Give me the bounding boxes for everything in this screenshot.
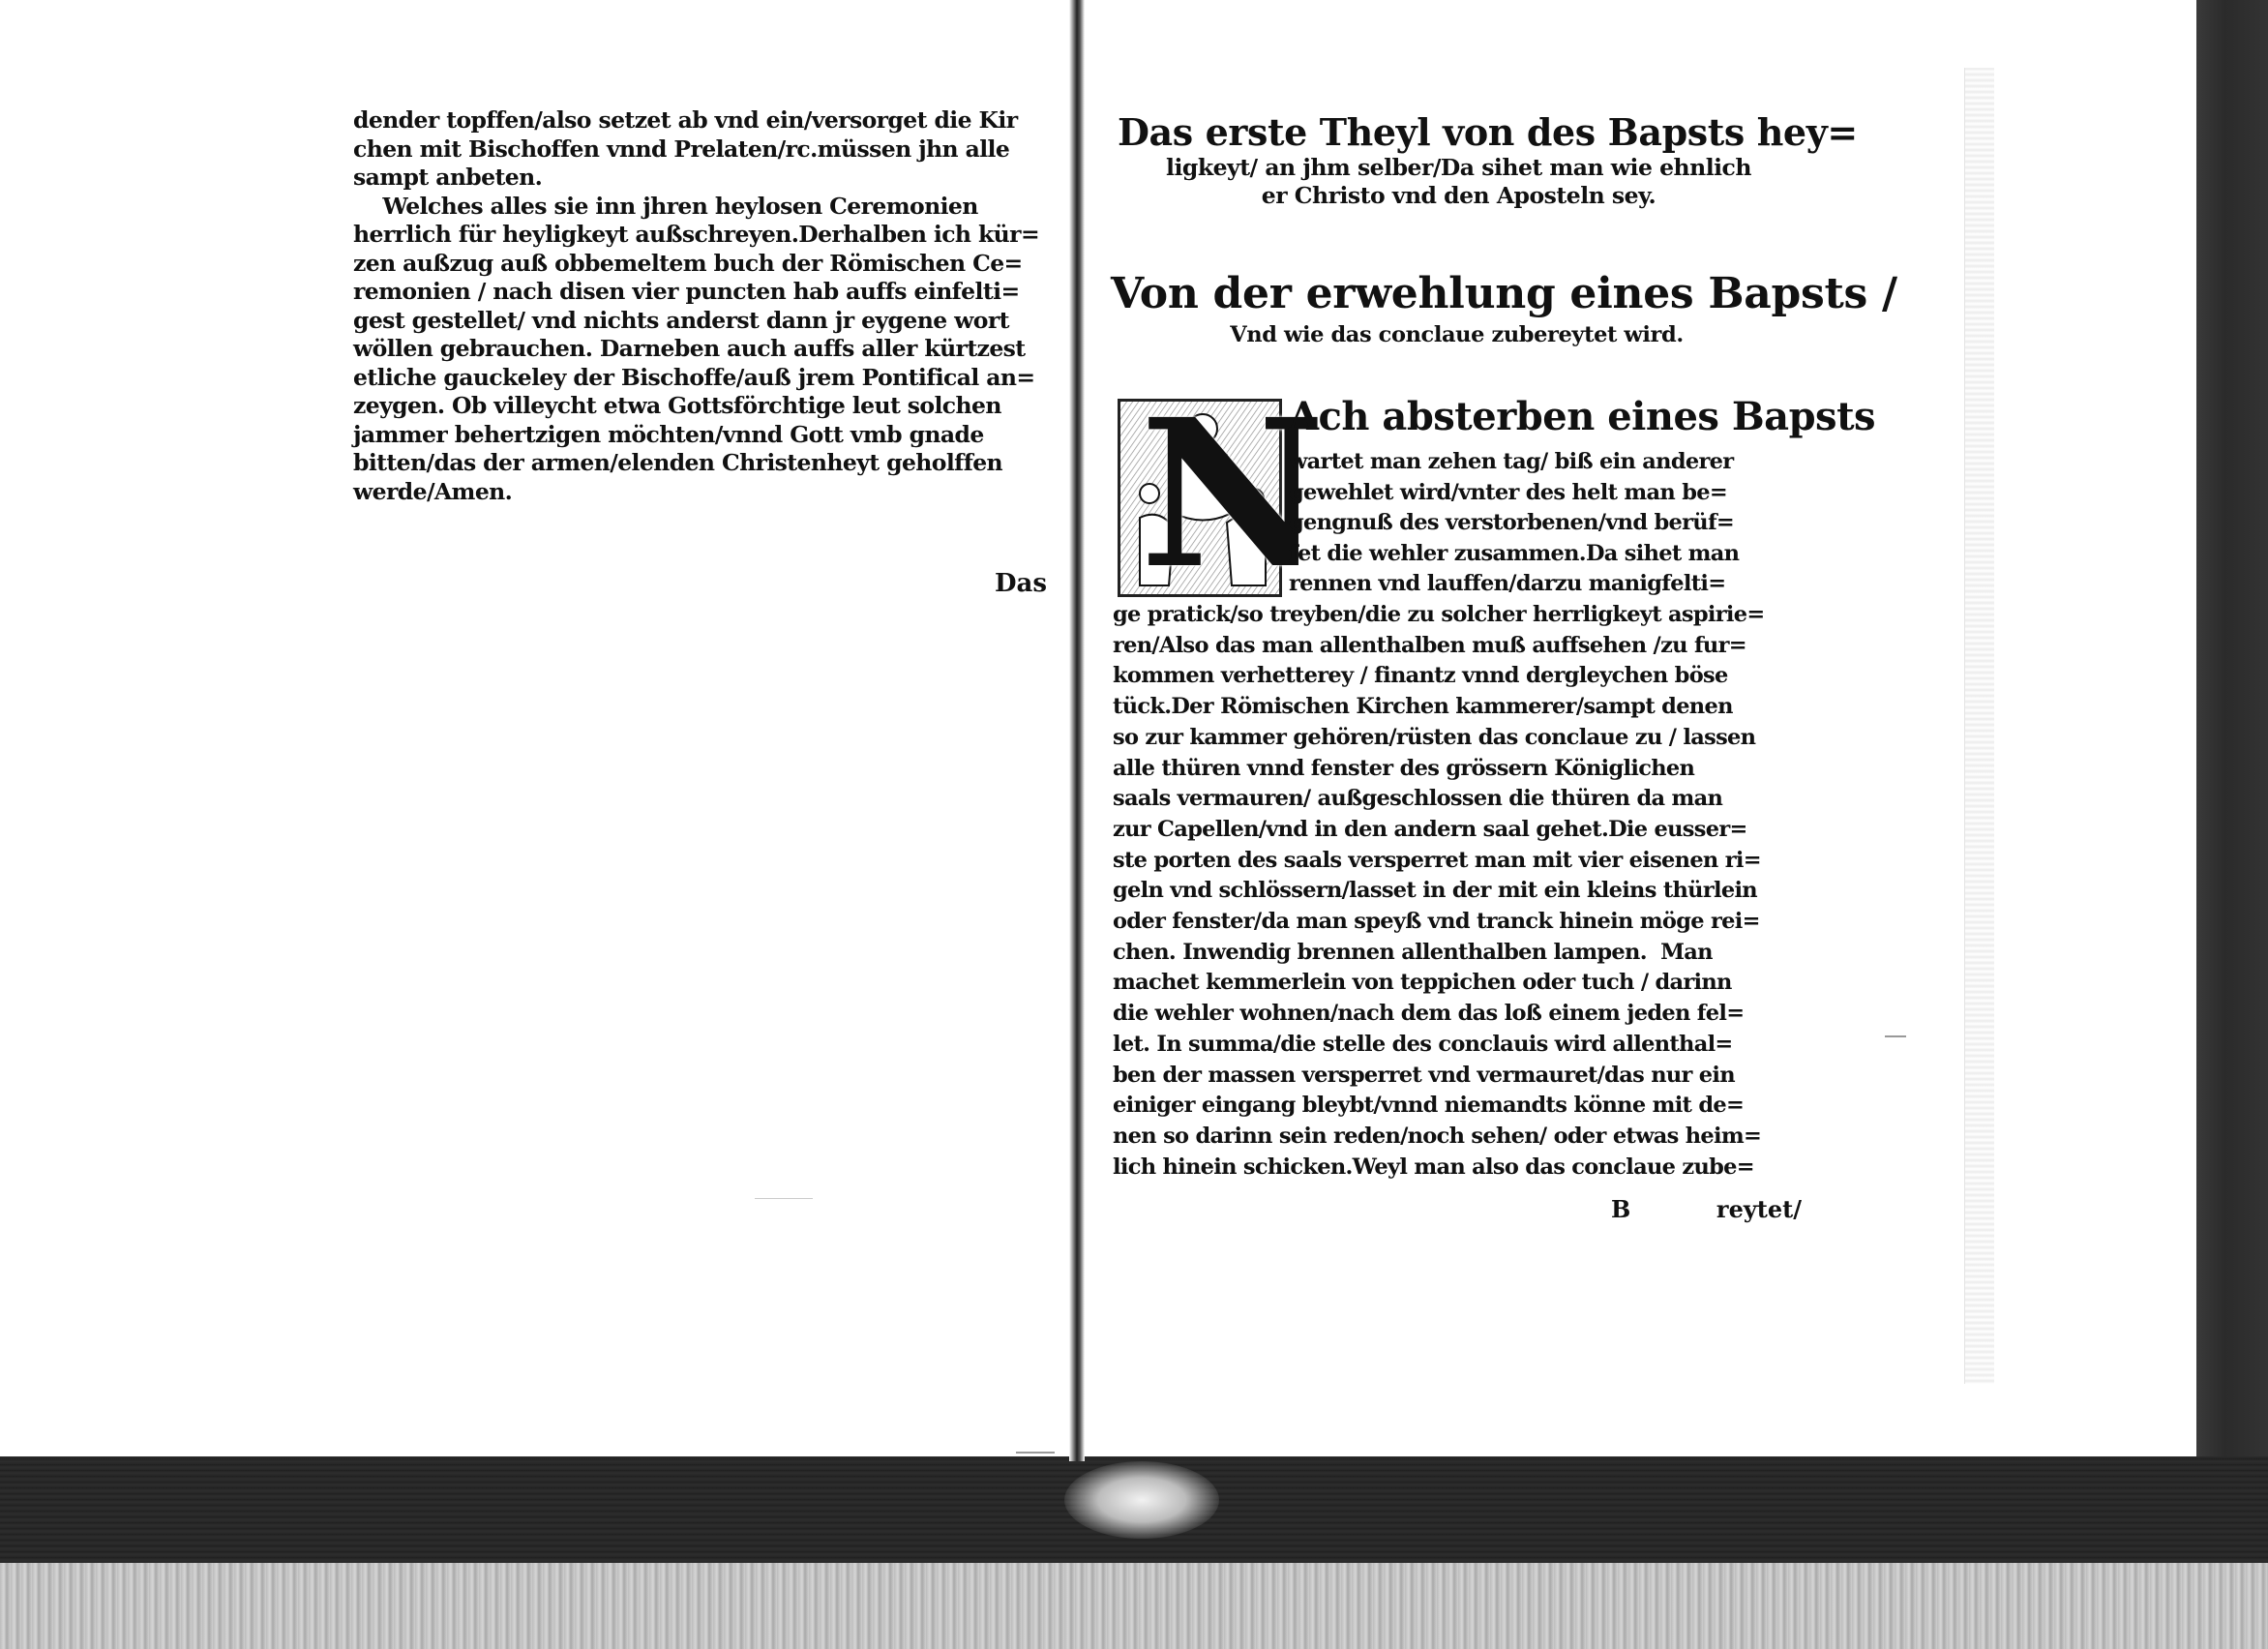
text-line: jammer behertzigen möchten/vnnd Gott vmb gnade <box>353 420 984 448</box>
text-line: saals vermauren/ außgeschlossen die thüren da man <box>1113 786 1723 812</box>
signature-mark: B <box>1611 1195 1631 1223</box>
text-line: machet kemmerlein von teppichen oder tuch / darinn <box>1113 970 1732 996</box>
text-line: sampt anbeten. <box>353 164 543 191</box>
text-line: wöllen gebrauchen. Darneben auch auffs aller kürtzest <box>353 335 1026 362</box>
text-line: zeygen. Ob villeycht etwa Gottsförchtige leut solchen <box>353 392 1001 419</box>
text-line: tück.Der Römischen Kirchen kammerer/sampt denen <box>1113 694 1733 720</box>
first-text-line: Ach absterben eines Bapsts <box>1289 394 1876 439</box>
text-line: alle thüren vnnd fenster des grössern Königlichen <box>1113 755 1695 781</box>
chapter-title: Das erste Theyl von des Bapsts hey= <box>1118 110 1858 154</box>
right-page-text-indented <box>1289 447 1804 600</box>
text-line: gengnuß des verstorbenen/vnd berüf= <box>1289 510 1735 536</box>
scanner-noise-strip <box>0 1563 2268 1649</box>
text-line: herrlich für heyligkeyt außschreyen.Derhalben ich kür= <box>353 221 1040 248</box>
text-line: so zur kammer gehören/rüsten das conclaue zu / lassen <box>1113 724 1756 750</box>
scan-speck <box>755 1198 813 1199</box>
chapter-subtitle-line: ligkeyt/ an jhm selber/Da sihet man wie ehnlich <box>1166 154 1751 181</box>
text-line: remonien / nach disen vier puncten hab auffs einfelti= <box>353 278 1020 305</box>
catchword-right: reytet/ <box>1716 1195 1802 1223</box>
left-page-text <box>353 106 1040 506</box>
text-line: geln vnd schlössern/lasset in der mit ein kleins thürlein <box>1113 878 1757 904</box>
page-edge-right <box>1964 68 1994 1384</box>
section-subtitle: Vnd wie das conclaue zubereytet wird. <box>1230 322 1684 347</box>
text-line: chen. Inwendig brennen allenthalben lampen. Man <box>1113 939 1713 965</box>
text-line: ren/Also das man allenthalben muß auffsehen /zu fur= <box>1113 632 1746 658</box>
text-line: werde/Amen. <box>353 477 513 505</box>
chapter-subtitle-line: er Christo vnd den Aposteln sey. <box>1261 182 1656 209</box>
text-line: nen so darinn sein reden/noch sehen/ oder etwas heim= <box>1113 1123 1762 1149</box>
book-gutter <box>1069 0 1085 1461</box>
text-line: lich hinein schicken.Weyl man also das conclaue zube= <box>1113 1154 1754 1180</box>
text-line: einiger eingang bleybt/vnnd niemandts könne mit de= <box>1113 1093 1745 1119</box>
text-line: wartet man zehen tag/ biß ein anderer <box>1289 449 1734 474</box>
text-line: gewehlet wird/vnter des helt man be= <box>1289 479 1728 505</box>
initial-letter: N <box>1140 375 1326 614</box>
decorated-initial <box>1118 375 1326 614</box>
text-line: zen außzug auß obbemeltem buch der Römischen Ce= <box>353 249 1023 277</box>
text-line: chen mit Bischoffen vnnd Prelaten/rc.müssen jhn alle <box>353 135 1010 163</box>
text-line: rennen vnd lauffen/darzu manigfelti= <box>1289 571 1726 597</box>
text-line: ste porten des saals versperret man mit vier eisenen ri= <box>1113 847 1761 873</box>
text-line: oder fenster/da man speyß vnd tranck hinein möge rei= <box>1113 909 1760 935</box>
page-footer <box>1113 1195 1802 1228</box>
text-line: let. In summa/die stelle des conclauis wird allenthal= <box>1113 1031 1733 1057</box>
scanner-edge-right <box>2196 0 2268 1456</box>
section-title: Von der erwehlung eines Bapsts / <box>1111 269 1897 318</box>
text-line: gest gestellet/ vnd nichts anderst dann jr eygene wort <box>353 306 1009 334</box>
catchword-left: Das <box>995 569 1048 598</box>
text-line: ge pratick/so treyben/die zu solcher herrligkeyt aspirie= <box>1113 602 1765 627</box>
scanner-glare <box>1064 1461 1219 1539</box>
text-line: fet die wehler zusammen.Da sihet man <box>1289 540 1740 566</box>
text-line: kommen verhetterey / finantz vnnd dergleychen böse <box>1113 663 1728 689</box>
text-line: ben der massen versperret vnd vermauret/das nur ein <box>1113 1062 1735 1088</box>
text-line: zur Capellen/vnd in den andern saal gehet.Die eusser= <box>1113 816 1747 842</box>
scan-speck <box>1885 1035 1906 1037</box>
text-line: etliche gauckeley der Bischoffe/auß jrem Pontifical an= <box>353 363 1035 391</box>
chapter-heading <box>1113 110 1858 210</box>
right-page-text <box>1113 600 1802 1183</box>
scan-speck <box>1016 1452 1055 1454</box>
text-line: bitten/das der armen/elenden Christenheyt geholffen <box>353 449 1003 476</box>
text-line: dender topffen/also setzet ab vnd ein/versorget die Kir <box>353 106 1018 134</box>
text-line: die wehler wohnen/nach dem das loß einem jeden fel= <box>1113 1001 1745 1027</box>
text-line: Welches alles sie inn jhren heylosen Ceremonien <box>353 192 978 220</box>
